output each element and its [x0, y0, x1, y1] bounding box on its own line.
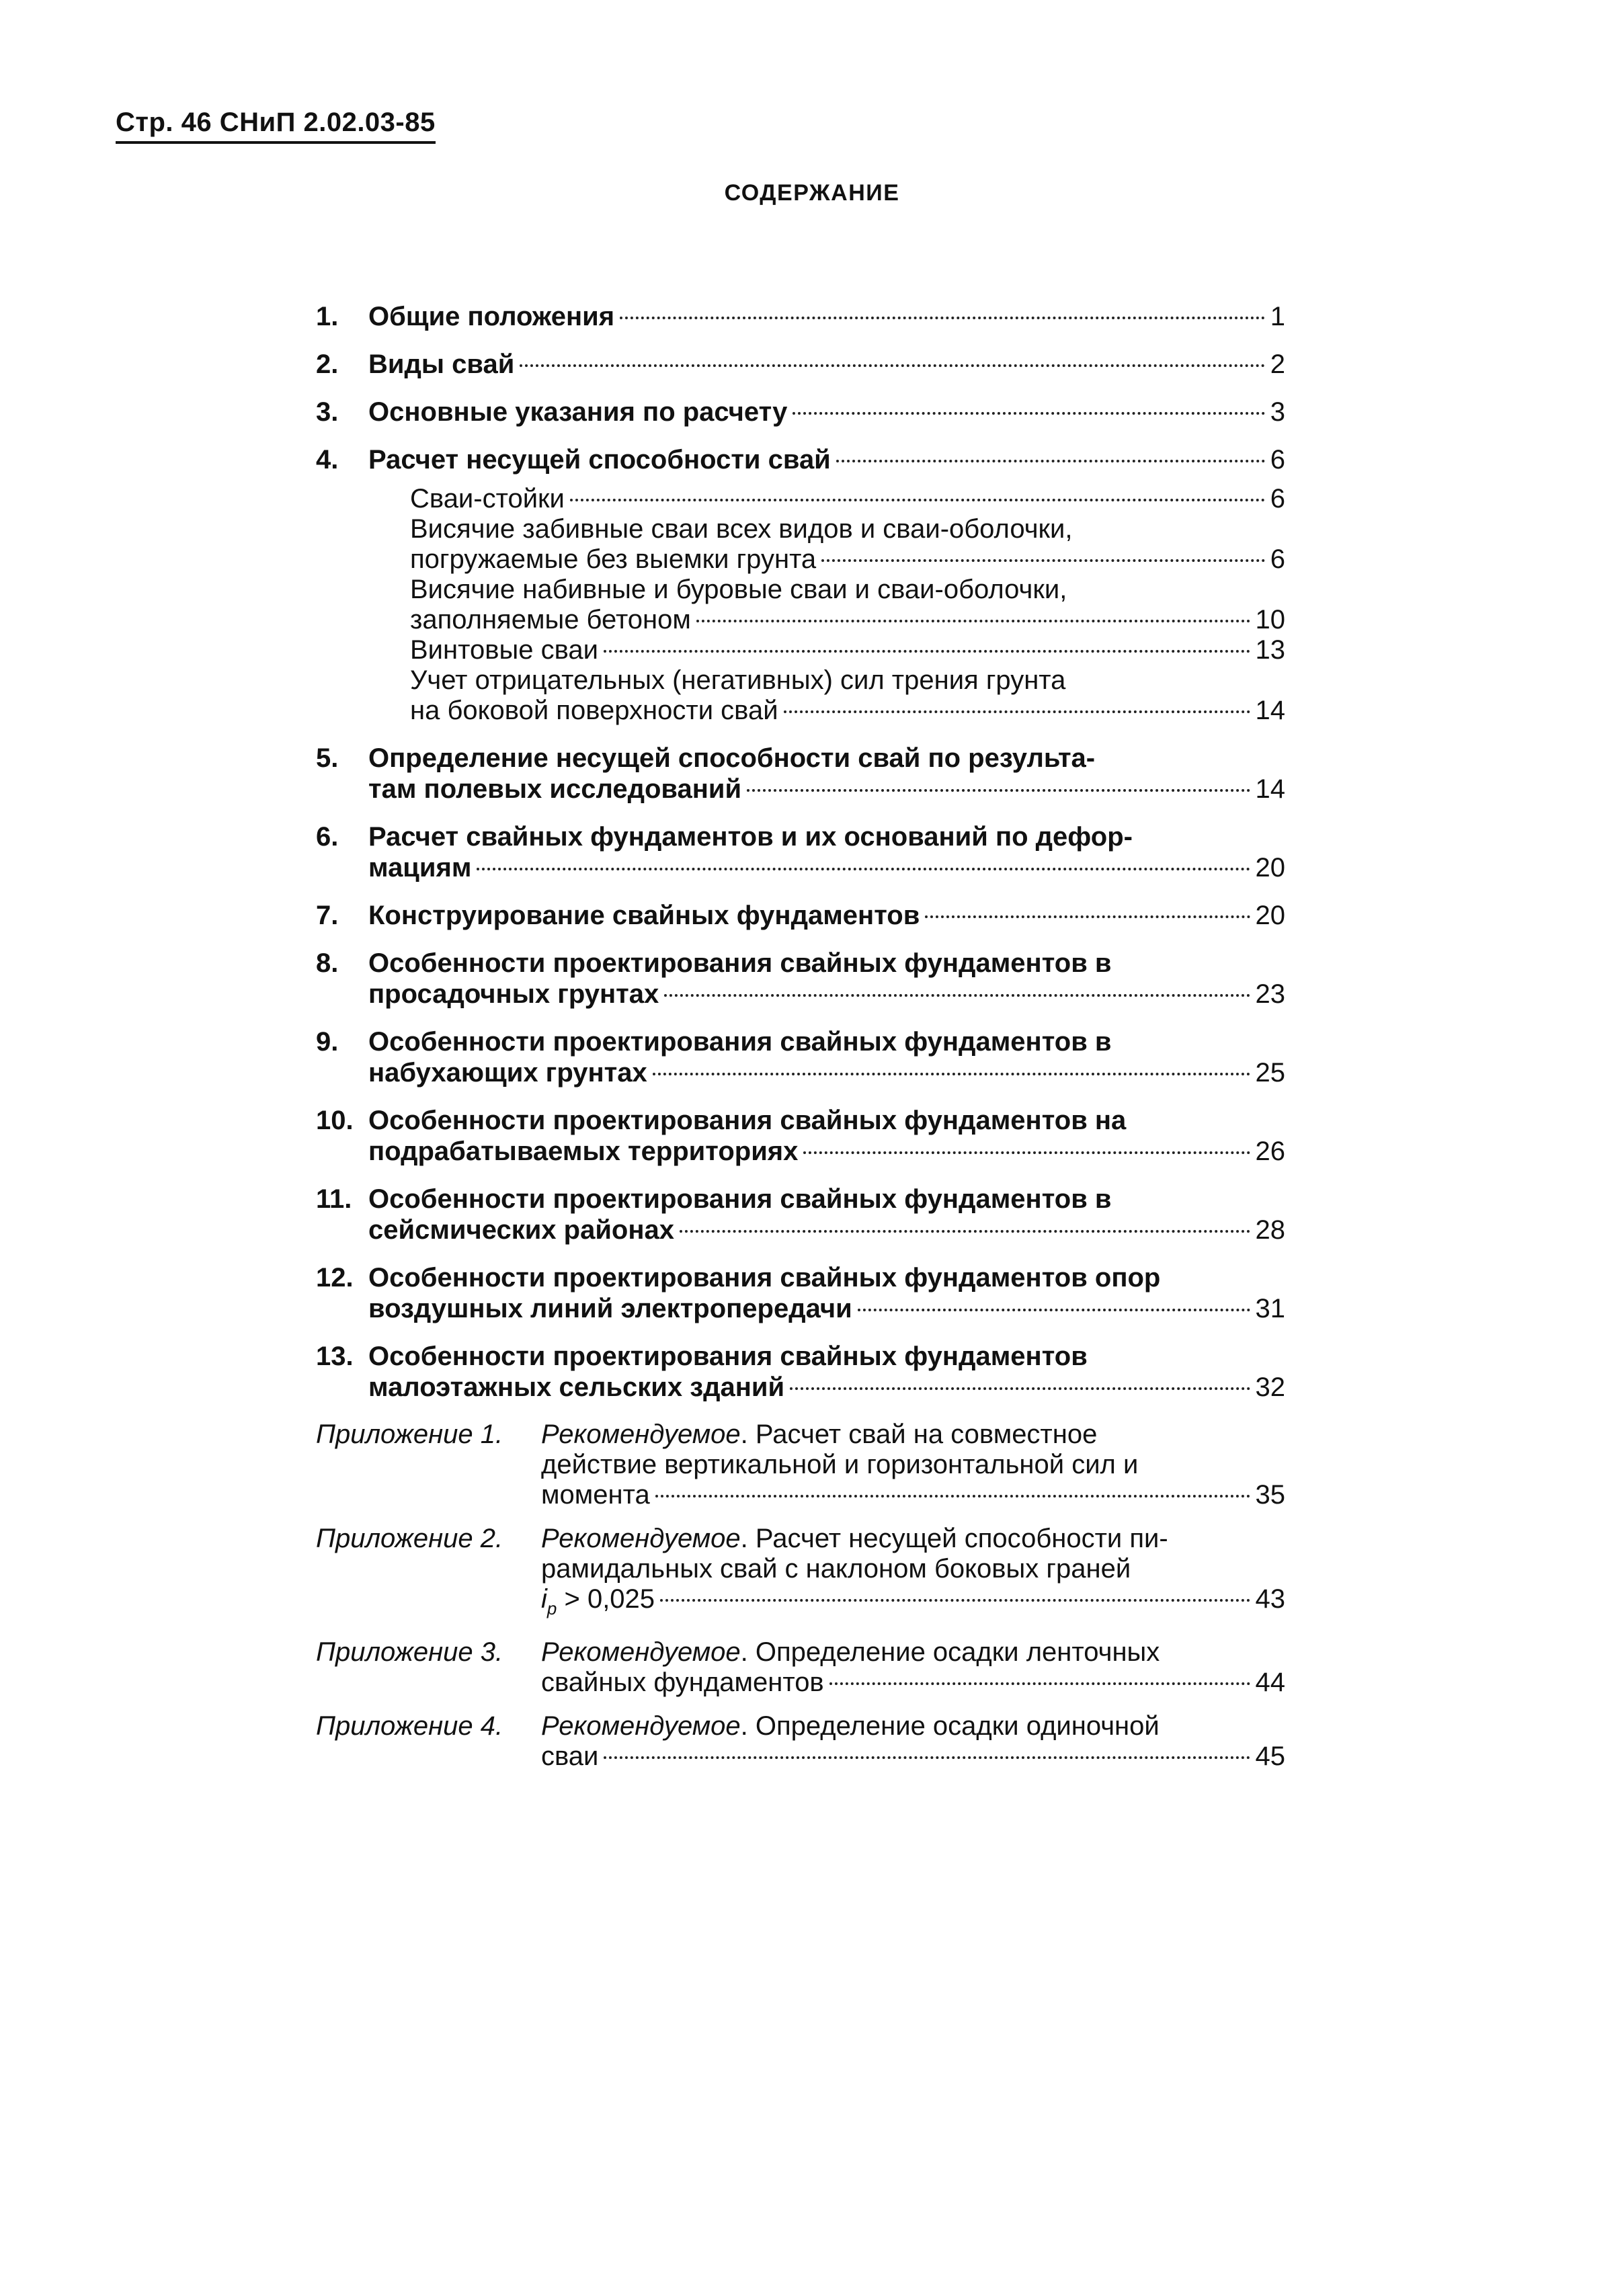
toc-entry — [316, 1341, 1285, 1403]
toc-entry — [316, 948, 1285, 1010]
toc-entry-title: Особенности проектирования свайных фундаментов опор — [368, 1263, 1161, 1293]
toc-page-number: 6 — [1270, 544, 1285, 574]
leader-dots — [604, 1756, 1250, 1759]
toc-page-number: 43 — [1255, 1584, 1285, 1614]
toc-entry-number: 11. — [316, 1184, 352, 1214]
appendix-title: рамидальных свай с наклоном боковых граней — [541, 1554, 1131, 1584]
toc-subentry-title: Висячие набивные и буровые сваи и сваи-оболочки, — [410, 575, 1067, 604]
toc-entry — [316, 444, 1285, 475]
toc-entry-number: 6. — [316, 822, 339, 852]
toc-entry-number: 9. — [316, 1027, 339, 1057]
toc-entry-number: 8. — [316, 948, 339, 978]
toc-subentry-title: Учет отрицательных (негативных) сил трения грунта — [410, 665, 1066, 695]
toc-page-number: 1 — [1270, 302, 1285, 331]
toc-entry — [316, 301, 1285, 332]
toc-entry-title: воздушных линий электропередачи — [368, 1294, 852, 1323]
appendix-status: Рекомендуемое — [541, 1637, 741, 1667]
leader-dots — [858, 1309, 1250, 1311]
toc-entry — [316, 349, 1285, 380]
appendix-label: Приложение 4. — [316, 1711, 503, 1741]
appendix-title: . Расчет свай на совместное — [740, 1420, 1098, 1449]
leader-dots — [696, 620, 1250, 622]
toc-entry-title: Особенности проектирования свайных фундаментов в — [368, 948, 1112, 978]
toc-subentry-title: Винтовые сваи — [410, 635, 598, 665]
appendix-title: сваи — [541, 1741, 599, 1771]
leader-dots — [620, 317, 1265, 319]
toc-page-number: 20 — [1255, 853, 1285, 883]
toc-appendix — [316, 1524, 1285, 1624]
appendix-status: Рекомендуемое — [541, 1524, 741, 1553]
appendix-status: Рекомендуемое — [541, 1711, 741, 1741]
toc-page-number: 31 — [1255, 1294, 1285, 1323]
toc-entry-title: просадочных грунтах — [368, 979, 659, 1009]
leader-dots — [604, 650, 1250, 653]
leader-dots — [803, 1151, 1250, 1154]
toc-entry-title: Виды свай — [368, 350, 515, 379]
toc-entry — [316, 1105, 1285, 1167]
page-title: СОДЕРЖАНИЕ — [724, 180, 900, 206]
appendix-formula: $i_p > 0,025$ — [541, 1584, 655, 1618]
page-header: Стр. 46 СНиП 2.02.03-85 — [116, 108, 436, 144]
toc-entry-title: мациям — [368, 853, 472, 883]
leader-dots — [747, 789, 1250, 792]
toc-entry-number: 1. — [316, 302, 339, 331]
toc-subentry-title: на боковой поверхности свай — [410, 696, 778, 725]
toc-page-number: 6 — [1270, 445, 1285, 475]
appendix-status: Рекомендуемое — [541, 1420, 741, 1449]
toc-entry-title: Расчет несущей способности свай — [368, 445, 831, 475]
toc-entry-title: Основные указания по расчету — [368, 397, 788, 427]
toc-subentry-title: Сваи-стойки — [410, 484, 565, 514]
toc-entry-number: 2. — [316, 350, 339, 379]
leader-dots — [793, 412, 1264, 415]
toc-page-number: 3 — [1270, 397, 1285, 427]
toc-page-number: 6 — [1270, 484, 1285, 514]
toc-page-number: 35 — [1255, 1480, 1285, 1510]
leader-dots — [477, 868, 1250, 870]
toc-entry-title: Особенности проектирования свайных фундаментов — [368, 1342, 1088, 1371]
toc-page-number: 25 — [1255, 1058, 1285, 1088]
toc-entry-number: 10. — [316, 1106, 354, 1135]
leader-dots — [790, 1387, 1250, 1390]
toc-entry — [316, 743, 1285, 805]
toc-entry-title: Определение несущей способности свай по результа- — [368, 743, 1096, 773]
leader-dots — [680, 1230, 1250, 1233]
toc-entry-number: 5. — [316, 743, 339, 773]
toc-page-number: 26 — [1255, 1137, 1285, 1166]
toc-subsections — [316, 484, 1285, 726]
appendix-label: Приложение 3. — [316, 1637, 503, 1667]
toc-entry-title: Расчет свайных фундаментов и их оснований по дефор- — [368, 822, 1133, 852]
toc-entry-title: набухающих грунтах — [368, 1058, 647, 1088]
toc-subentry-title: заполняемые бетоном — [410, 605, 691, 634]
appendix-title: свайных фундаментов — [541, 1668, 824, 1697]
toc-page-number: 2 — [1270, 350, 1285, 379]
leader-dots — [570, 499, 1265, 501]
toc-page-number: 28 — [1255, 1215, 1285, 1245]
appendix-label: Приложение 2. — [316, 1524, 503, 1553]
appendix-title: . Расчет несущей способности пи- — [740, 1524, 1168, 1553]
toc-entry-title: сейсмических районах — [368, 1215, 675, 1245]
leader-dots — [829, 1682, 1250, 1685]
toc-entry-title: Особенности проектирования свайных фундаментов на — [368, 1106, 1127, 1135]
appendix-title: момента — [541, 1480, 650, 1510]
toc-page-number: 13 — [1255, 635, 1285, 665]
toc-entry — [316, 1026, 1285, 1088]
toc-entry — [316, 397, 1285, 427]
toc-subentry-title: погружаемые без выемки грунта — [410, 544, 817, 574]
toc-page-number: 45 — [1255, 1741, 1285, 1771]
toc-entry-title: Особенности проектирования свайных фундаментов в — [368, 1184, 1112, 1214]
appendix-title: действие вертикальной и горизонтальной сил и — [541, 1450, 1139, 1479]
leader-dots — [925, 915, 1250, 918]
toc-entry-title: Конструирование свайных фундаментов — [368, 901, 920, 930]
toc-entry-number: 13. — [316, 1342, 354, 1371]
toc-subentry-title: Висячие забивные сваи всех видов и сваи-оболочки, — [410, 514, 1073, 544]
toc-entry — [316, 900, 1285, 931]
toc-page-number: 10 — [1255, 605, 1285, 634]
appendix-title: . Определение осадки одиночной — [740, 1711, 1160, 1741]
toc-entry — [316, 1262, 1285, 1324]
toc-page-number: 23 — [1255, 979, 1285, 1009]
toc-page-number: 32 — [1255, 1372, 1285, 1402]
toc-entry-title: Особенности проектирования свайных фундаментов в — [368, 1027, 1112, 1057]
toc-entry — [316, 1184, 1285, 1245]
toc-page-number: 20 — [1255, 901, 1285, 930]
toc-entry-number: 12. — [316, 1263, 354, 1293]
leader-dots — [520, 364, 1264, 367]
table-of-contents — [316, 301, 1285, 1785]
toc-entry-number: 4. — [316, 445, 339, 475]
leader-dots — [784, 710, 1250, 713]
leader-dots — [653, 1073, 1250, 1075]
leader-dots — [836, 460, 1265, 462]
toc-appendix — [316, 1637, 1285, 1698]
toc-appendix — [316, 1711, 1285, 1772]
appendix-label: Приложение 1. — [316, 1420, 503, 1449]
toc-entry-title: там полевых исследований — [368, 774, 742, 804]
appendix-title: . Определение осадки ленточных — [740, 1637, 1160, 1667]
toc-page-number: 44 — [1255, 1668, 1285, 1697]
toc-appendix — [316, 1420, 1285, 1510]
leader-dots — [664, 994, 1250, 997]
toc-entry-number: 7. — [316, 901, 339, 930]
toc-entry-title: подрабатываемых территориях — [368, 1137, 799, 1166]
toc-entry-title: малоэтажных сельских зданий — [368, 1372, 785, 1402]
toc-entry — [316, 821, 1285, 883]
leader-dots — [821, 559, 1265, 562]
toc-page-number: 14 — [1255, 774, 1285, 804]
toc-page-number: 14 — [1255, 696, 1285, 725]
toc-entry-title: Общие положения — [368, 302, 615, 331]
leader-dots — [660, 1599, 1250, 1602]
leader-dots — [655, 1495, 1250, 1498]
toc-entry-number: 3. — [316, 397, 339, 427]
